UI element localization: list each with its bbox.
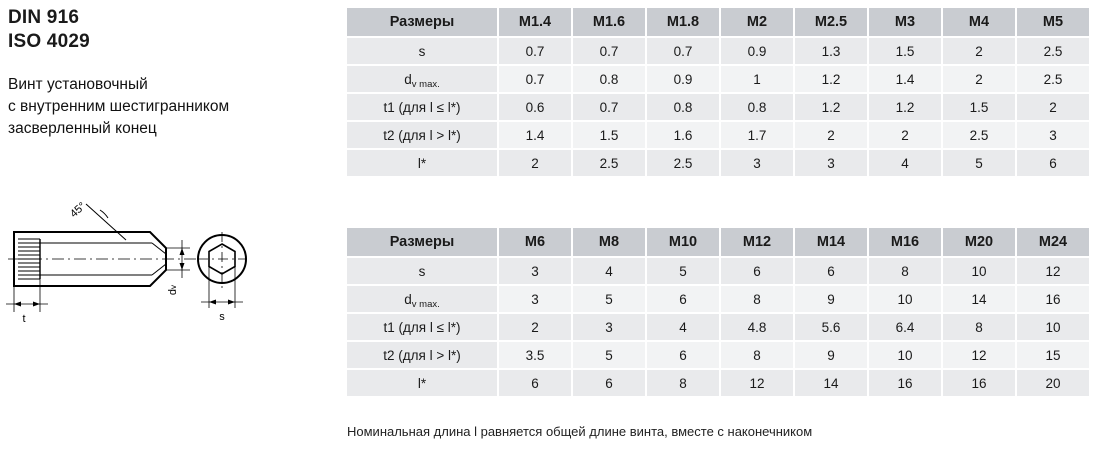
row-label: t2 (для l > l*) <box>346 121 498 149</box>
header-cell: M20 <box>942 227 1016 257</box>
table-cell: 16 <box>942 369 1016 397</box>
description-line-2: с внутренним шестигранником <box>8 97 230 115</box>
table-cell: 4 <box>572 257 646 285</box>
table-cell: 0.6 <box>498 93 572 121</box>
product-description <box>8 74 338 140</box>
table-cell: 15 <box>1016 341 1090 369</box>
row-label: t1 (для l ≤ l*) <box>346 313 498 341</box>
row-label: l* <box>346 149 498 177</box>
table-cell: 0.7 <box>498 65 572 93</box>
table-cell: 20 <box>1016 369 1090 397</box>
header-cell: M3 <box>868 7 942 37</box>
table-row <box>346 37 1090 65</box>
table-cell: 6 <box>1016 149 1090 177</box>
table-cell: 5 <box>646 257 720 285</box>
table-cell: 12 <box>1016 257 1090 285</box>
table-cell: 1.4 <box>498 121 572 149</box>
table-cell: 6 <box>794 257 868 285</box>
table-row <box>346 341 1090 369</box>
table-cell: 0.8 <box>572 65 646 93</box>
table-cell: 2.5 <box>1016 65 1090 93</box>
header-cell: M16 <box>868 227 942 257</box>
header-cell: M12 <box>720 227 794 257</box>
table-cell: 14 <box>794 369 868 397</box>
table-cell: 6 <box>498 369 572 397</box>
table-cell: 10 <box>868 285 942 313</box>
table-cell: 5 <box>572 285 646 313</box>
table-cell: 0.9 <box>646 65 720 93</box>
table-cell: 3 <box>572 313 646 341</box>
table-cell: 6 <box>646 285 720 313</box>
table-cell: 9 <box>794 341 868 369</box>
table-cell: 10 <box>942 257 1016 285</box>
table-cell: 3.5 <box>498 341 572 369</box>
table-cell: 1.7 <box>720 121 794 149</box>
header-cell: M14 <box>794 227 868 257</box>
table-cell: 1.5 <box>868 37 942 65</box>
table-cell: 2 <box>942 65 1016 93</box>
header-cell: M5 <box>1016 7 1090 37</box>
row-label: $d_{v max.}$ <box>346 285 498 313</box>
table-cell: 0.8 <box>720 93 794 121</box>
table-cell: 8 <box>942 313 1016 341</box>
table-cell: 2 <box>868 121 942 149</box>
table-cell: 1.2 <box>794 65 868 93</box>
header-cell: M1.6 <box>572 7 646 37</box>
header-cell: Размеры <box>346 227 498 257</box>
table-cell: 10 <box>1016 313 1090 341</box>
table-cell: 4 <box>868 149 942 177</box>
table-cell: 1.5 <box>942 93 1016 121</box>
table-cell: 0.8 <box>646 93 720 121</box>
table-cell: 3 <box>720 149 794 177</box>
description-line-3: засверленный конец <box>8 119 157 137</box>
angle-label: 45° <box>67 200 89 221</box>
dv-label: dv <box>167 284 179 296</box>
table-cell: 6 <box>720 257 794 285</box>
table-row <box>346 149 1090 177</box>
table-cell: 1.2 <box>794 93 868 121</box>
table-cell: 8 <box>868 257 942 285</box>
row-label: s <box>346 37 498 65</box>
s-label: s <box>219 311 225 323</box>
table-row <box>346 369 1090 397</box>
table-cell: 6 <box>572 369 646 397</box>
table-cell: 5 <box>572 341 646 369</box>
table-cell: 1.6 <box>646 121 720 149</box>
table-cell: 2 <box>498 313 572 341</box>
table-cell: 2 <box>942 37 1016 65</box>
table-row <box>346 313 1090 341</box>
table-cell: 2 <box>794 121 868 149</box>
table-cell: 5 <box>942 149 1016 177</box>
table-cell: 16 <box>868 369 942 397</box>
table-cell: 2.5 <box>646 149 720 177</box>
footnote-text: Номинальная длина l равняется общей длине винта, вместе с наконечником <box>347 424 813 439</box>
table-row <box>346 65 1090 93</box>
drawing-svg <box>0 196 340 331</box>
header-cell: M10 <box>646 227 720 257</box>
table-cell: 0.7 <box>498 37 572 65</box>
header-cell: M8 <box>572 227 646 257</box>
row-label: l* <box>346 369 498 397</box>
table-row <box>346 121 1090 149</box>
table-cell: 1 <box>720 65 794 93</box>
table-row <box>346 257 1090 285</box>
t-label: t <box>22 313 26 325</box>
table-cell: 2 <box>1016 93 1090 121</box>
header-cell: M1.4 <box>498 7 572 37</box>
table-cell: 14 <box>942 285 1016 313</box>
table-cell: 6 <box>646 341 720 369</box>
row-label: $d_{v max.}$ <box>346 65 498 93</box>
table-cell: 0.7 <box>572 93 646 121</box>
table-cell: 1.5 <box>572 121 646 149</box>
table-cell: 1.2 <box>868 93 942 121</box>
table-cell: 4.8 <box>720 313 794 341</box>
table-cell: 0.7 <box>572 37 646 65</box>
table-cell: 1.3 <box>794 37 868 65</box>
table-cell: 2.5 <box>1016 37 1090 65</box>
table-cell: 3 <box>794 149 868 177</box>
table-header-row <box>346 227 1090 257</box>
header-cell: M2 <box>720 7 794 37</box>
table-cell: 12 <box>942 341 1016 369</box>
table-cell: 2 <box>498 149 572 177</box>
table-cell: 2.5 <box>572 149 646 177</box>
header-cell: M4 <box>942 7 1016 37</box>
table-header-row <box>346 7 1090 37</box>
table-cell: 8 <box>720 341 794 369</box>
description-line-1: Винт установочный <box>8 75 148 93</box>
table-cell: 8 <box>720 285 794 313</box>
table-cell: 12 <box>720 369 794 397</box>
standard-title <box>8 6 338 54</box>
table-cell: 9 <box>794 285 868 313</box>
dv-dimension <box>166 240 190 295</box>
table-cell: 4 <box>646 313 720 341</box>
row-label: t2 (для l > l*) <box>346 341 498 369</box>
header-cell: M24 <box>1016 227 1090 257</box>
table-cell: 3 <box>1016 121 1090 149</box>
table-cell: 0.9 <box>720 37 794 65</box>
header-cell: M1.8 <box>646 7 720 37</box>
table-cell: 3 <box>498 285 572 313</box>
table-row <box>346 285 1090 313</box>
table-cell: 1.4 <box>868 65 942 93</box>
table-cell: 6.4 <box>868 313 942 341</box>
row-label: s <box>346 257 498 285</box>
row-label: t1 (для l ≤ l*) <box>346 93 498 121</box>
table-cell: 2.5 <box>942 121 1016 149</box>
table-row <box>346 93 1090 121</box>
table-cell: 0.7 <box>646 37 720 65</box>
dimensions-table-large <box>345 226 1091 398</box>
screw-technical-drawing <box>0 196 340 331</box>
left-info-panel <box>8 6 338 140</box>
table-cell: 10 <box>868 341 942 369</box>
table-cell: 3 <box>498 257 572 285</box>
header-cell: Размеры <box>346 7 498 37</box>
header-cell: M2.5 <box>794 7 868 37</box>
screw-end-view <box>198 232 246 288</box>
screw-side-view <box>8 232 196 286</box>
standard-din: DIN 916 <box>8 7 80 28</box>
table-cell: 5.6 <box>794 313 868 341</box>
table-cell: 8 <box>646 369 720 397</box>
header-cell: M6 <box>498 227 572 257</box>
table-cell: 16 <box>1016 285 1090 313</box>
dimensions-table-small <box>345 6 1091 178</box>
standard-iso: ISO 4029 <box>8 30 90 52</box>
